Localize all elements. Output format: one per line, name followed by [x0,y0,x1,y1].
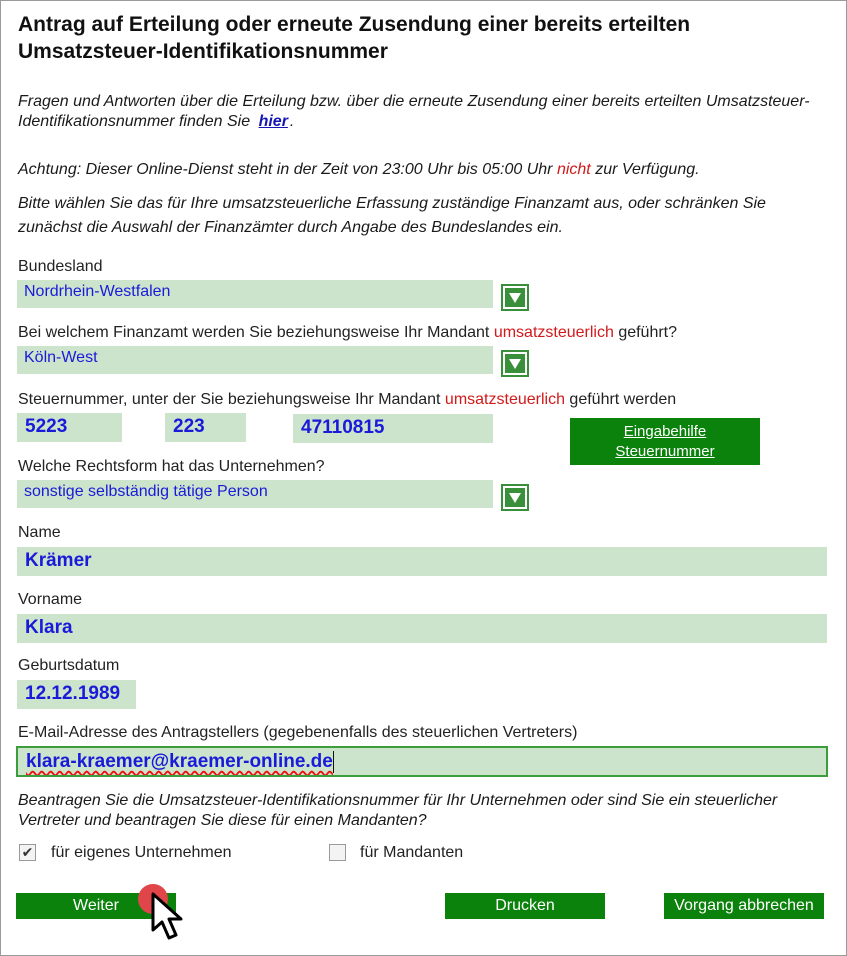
vorname-input[interactable]: Klara [17,614,827,643]
geburtsdatum-input[interactable]: 12.12.1989 [17,680,136,709]
chevron-down-icon [505,354,525,373]
client-checkbox[interactable] [329,844,346,861]
chevron-down-icon [505,288,525,307]
client-label[interactable]: für Mandanten [360,844,464,861]
notice-text-end: zur Verfügung. [595,161,700,178]
faq-paragraph [18,92,818,132]
faq-text: Fragen und Antworten über die Erteilung bzw. über die erneute Zusendung einer bereits erteilten Umsatzsteuer-Identifikationsnummer finden Sie [18,93,810,130]
finanzamt-label [18,324,677,342]
chevron-down-icon [505,488,525,507]
rechtsform-select[interactable]: sonstige selbständig tätige Person [17,480,493,508]
email-input[interactable] [16,746,828,777]
help-button-line1: Eingabehilfe [623,422,707,440]
finanzamt-label-text: Bei welchem Finanzamt werden Sie beziehungsweise Ihr Mandant [18,324,490,341]
rechtsform-dropdown-button[interactable] [501,484,529,511]
print-button[interactable]: Drucken [445,893,605,919]
help-button-line2: Steuernummer [615,442,715,460]
availability-notice [18,160,818,180]
name-label: Name [18,524,61,541]
page-title: Antrag auf Erteilung oder erneute Zusendung einer bereits erteilten Umsatzsteuer-Identifikationsnummer [18,13,691,63]
steuernummer-part3-input[interactable]: 47110815 [293,414,493,443]
steuernummer-part1-input[interactable]: 5223 [17,413,122,442]
vorname-label: Vorname [18,591,83,608]
finanzamt-dropdown-button[interactable] [501,350,529,377]
steuernummer-part2-input[interactable]: 223 [165,413,246,442]
steuernummer-help-button[interactable] [570,418,760,465]
faq-end: . [289,113,295,130]
steuernummer-label-highlight: umsatzsteuerlich [444,391,565,408]
name-input[interactable]: Krämer [17,547,827,576]
geburtsdatum-label: Geburtsdatum [18,657,120,674]
bundesland-dropdown-button[interactable] [501,284,529,311]
notice-highlight: nicht [556,161,591,178]
steuernummer-label-text: Steuernummer, unter der Sie beziehungsweise Ihr Mandant [18,391,441,408]
notice-text: Achtung: Dieser Online-Dienst steht in der Zeit von 23:00 Uhr bis 05:00 Uhr [18,161,553,178]
bundesland-label: Bundesland [18,258,103,275]
applicant-question: Beantragen Sie die Umsatzsteuer-Identifikationsnummer für Ihr Unternehmen oder sind Sie ein steuerlicher Vertreter und beantragen Sie diese für einen Mandanten? [18,792,778,829]
faq-link[interactable]: hier [258,113,288,130]
finanzamt-select[interactable]: Köln-West [17,346,493,374]
own-company-checkbox[interactable]: ✔ [19,844,36,861]
steuernummer-label-end: geführt werden [569,391,677,408]
cancel-button[interactable]: Vorgang abbrechen [664,893,824,919]
finanzamt-label-highlight: umsatzsteuerlich [493,324,614,341]
instruction-text: Bitte wählen Sie das für Ihre umsatzsteuerliche Erfassung zuständige Finanzamt aus, oder schränken Sie zunächst die Auswahl der Finanzämter durch Angabe des Bundeslandes ein. [18,195,766,236]
own-company-label[interactable]: für eigenes Unternehmen [51,844,232,861]
bundesland-select[interactable]: Nordrhein-Westfalen [17,280,493,308]
email-value: klara-kraemer@kraemer-online.de [26,751,333,772]
steuernummer-label [18,391,676,409]
rechtsform-label: Welche Rechtsform hat das Unternehmen? [18,458,325,475]
mouse-pointer-icon [150,892,192,944]
text-cursor [333,751,334,773]
next-button[interactable]: Weiter [16,893,176,919]
email-label: E-Mail-Adresse des Antragstellers (gegebenenfalls des steuerlichen Vertreters) [18,724,578,741]
finanzamt-label-end: geführt? [618,324,678,341]
